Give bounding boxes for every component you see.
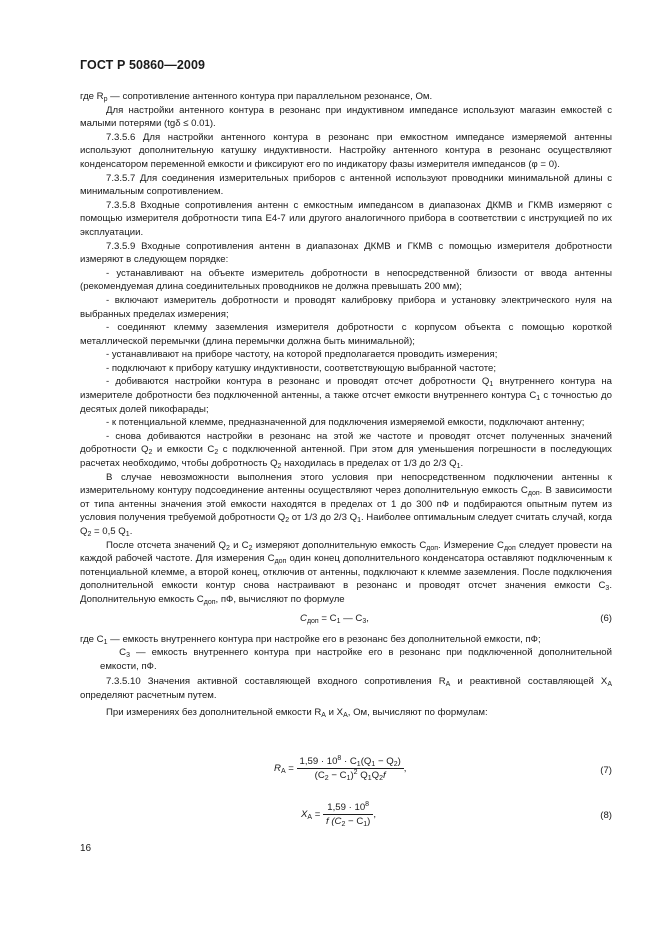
equation-7: $R_А$ = $\frac{1,59 \cdot 10^8 \cdot C_1(Q_1 - Q_2)}{(C_2 - C_1)^2 Q_1Q_2f}$ ,: [274, 755, 407, 782]
list-item: - подключают к прибору катушку индуктивности, соответствующую выбранной частоте;: [106, 362, 497, 374]
equation-6-expression: $C_{доп} = C_1$ — $C_3$,: [300, 612, 369, 625]
equation-6-number: (6): [600, 612, 612, 624]
list-item: - устанавливают на приборе частоту, на которой предполагается проводить измерения;: [106, 349, 498, 361]
paragraph-formulas-intro: При измерениях без дополнительной емкости $R_А$ и $X_А$, Ом, вычисляют по формулам:: [106, 706, 488, 719]
list-item: - снова добиваются настройки в резонанс на этой же частоте и проводят отсчет полученных значений добротности $Q_2$ и емкости $C_2$ с подключенной антенной. При этом для уменьшения погрешности в последующих расчетах необходимо, чтобы добротность $Q_2$ находилась в пределах от 1/3 до 2/3 $Q_1$.: [80, 430, 612, 471]
equation-8: $X_А$ = $\frac{1,59 \cdot 10^8}{f (C_2 - C_1)}$ ,: [301, 801, 377, 828]
paragraph-inductive: Для настройки антенного контура в резонанс при индуктивном импедансе используют магазин емкостей с малыми потерями (tgδ ≤ 0.01).: [80, 104, 612, 130]
paragraph-7-3-5-10: 7.3.5.10 Значения активной составляющей входного сопротивления $R_А$ и реактивной составляющей $X_А$ определяют расчетным путем.: [80, 676, 612, 701]
paragraph-7-3-5-9: 7.3.5.9 Входные сопротивления антенн в диапазонах ДКМВ и ГКМВ с помощью измерителя добротности измеряют в следующем порядке:: [80, 240, 612, 266]
document-header: ГОСТ Р 50860—2009: [80, 58, 206, 72]
equation-7-fraction: $\frac{1,59 \cdot 10^8 \cdot C_1(Q_1 - Q_2)}{(C_2 - C_1)^2 Q_1Q_2f}$: [297, 756, 404, 781]
paragraph-after-reading: После отсчета значений $Q_2$ и $C_2$ измеряют дополнительную емкость $C_{доп}$. Измерение $C_{доп}$ следует провести на каждой рабочей частоте. Для измерения $C_{доп}$ один конец дополнительного конденсатора оставляют подключенным к потенциальной клемме, а второй конец, отключив от антенны, подключают к клемме заземления. После подключения дополнительной емкости контур снова настраивают в резонанс и проводят отсчет значения емкости $C_3$. Дополнительную емкость $C_{доп}$, пФ, вычисляют по формуле: [80, 539, 612, 606]
equation-6: [80, 609, 612, 629]
equation-8-number: (8): [600, 810, 612, 821]
definition-c3: $C_3$ — емкость внутреннего контура при настройке его в резонанс при подключенной дополнительной емкости, пФ.: [100, 647, 612, 672]
definition-c1: где $C_1$ — емкость внутреннего контура при настройке его в резонанс без дополнительной емкости, пФ;: [80, 633, 541, 646]
list-item: - соединяют клемму заземления измерителя добротности с корпусом объекта с помощью короткой металлической перемычки (длина перемычки должна быть минимальной);: [80, 322, 612, 347]
document-body: [80, 90, 612, 719]
paragraph-7-3-5-7: 7.3.5.7 Для соединения измерительных приборов с антенной используют проводники минимальной длины с минимальным сопротивлением.: [80, 172, 612, 198]
list-item: - устанавливают на объекте измеритель добротности в непосредственной близости от ввода антенны (рекомендуемая длина соединительных проводников не должна превышать 200 мм);: [80, 267, 612, 293]
equation-7-number: (7): [600, 765, 612, 776]
page-number: 16: [80, 843, 92, 854]
list-item: - добиваются настройки контура в резонанс и проводят отсчет добротности $Q_1$ внутреннего контура на измерителе добротности без подключенной антенны, а также отсчет емкости внутреннего контура $C_1$ с точностью до десятых долей пикофарады;: [80, 376, 613, 415]
paragraph-additional-capacitance: В случае невозможности выполнения этого условия при непосредственном подключении антенны к измерительному контуру подсоединение антенны осуществляют через дополнительную емкость $C_{доп}$. В зависимости от типа антенны значения этой емкости находятся в пределах от 1 до 300 пФ и подбираются опытным путем из условия получения требуемой добротности $Q_2$ от 1/3 до 2/3 $Q_1$. Наиболее оптимальным следует считать случай, когда $Q_2 = 0,5$ $Q_1$.: [80, 471, 612, 538]
paragraph-7-3-5-8: 7.3.5.8 Входные сопротивления антенн с емкостным импедансом в диапазонах ДКМВ и ГКМВ измеряют с помощью измерителя добротности типа Е4-7 или другого аналогичного прибора в соответствии с инструкцией по их эксплуатации.: [80, 199, 612, 238]
definitions: [80, 633, 612, 674]
list-item: - к потенциальной клемме, предназначенной для подключения измеряемой емкости, подключают антенну;: [106, 417, 585, 429]
paragraph-7-3-5-6: 7.3.5.6 Для настройки антенного контура в резонанс при емкостном импедансе измеряемой антенны используют дополнительную катушку индуктивности. Настройку антенного контура в резонанс осуществляют конденсатором переменной емкости и фиксируют его по индикатору фазы измерителя импедансов (φ = 0).: [80, 131, 612, 170]
paragraph-rp: где $R_р$ — сопротивление антенного контура при параллельном резонансе, Ом.: [80, 91, 433, 103]
list-item: - включают измеритель добротности и проводят калибровку прибора и установку электрического нуля на выбранных пределах измерения;: [80, 294, 612, 320]
equation-8-fraction: $\frac{1,59 \cdot 10^8}{f (C_2 - C_1)}$: [323, 802, 373, 827]
